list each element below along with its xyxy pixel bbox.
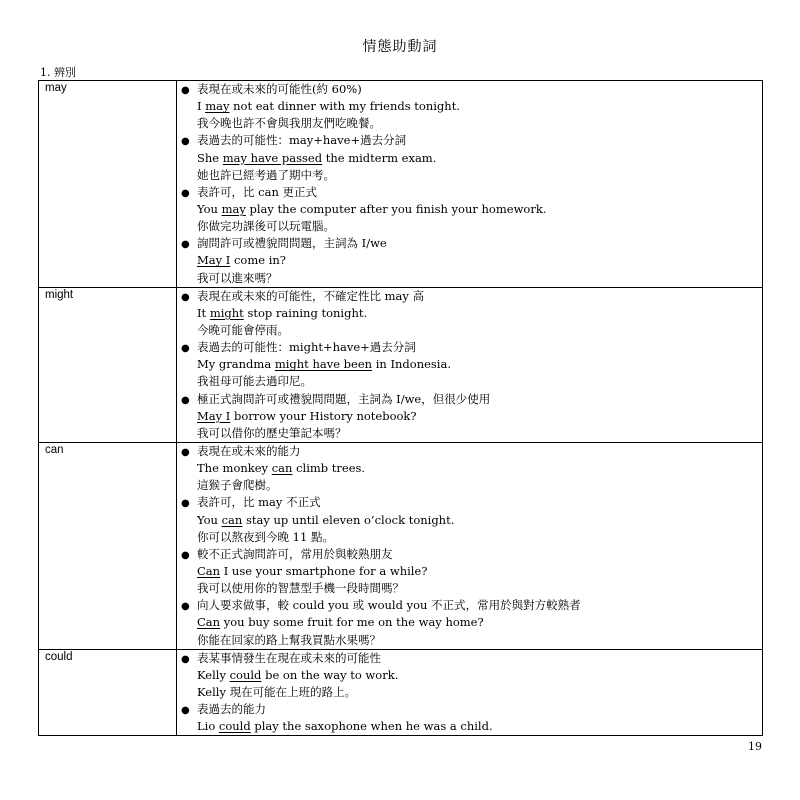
usage-line — [177, 184, 762, 201]
example-text: I use your smartphone for a while? — [220, 563, 428, 578]
bullet-icon: ● — [181, 136, 190, 148]
usage-line — [177, 546, 762, 563]
bullet-icon: ● — [181, 187, 190, 199]
bullet-icon: ● — [181, 394, 190, 406]
modal-verb-cell: might — [39, 287, 177, 442]
usage-cell — [177, 442, 763, 649]
chinese-translation: 我可以借你的歷史筆記本嗎？ — [197, 425, 347, 440]
usage-text: 詢問許可或禮貌問問題，主詞為 I/we — [197, 236, 387, 251]
modal-underline: can — [221, 512, 243, 527]
example-sentence — [177, 563, 762, 580]
modal-underline: may — [205, 99, 230, 114]
bullet-icon: ● — [181, 498, 190, 510]
chinese-translation: 我今晚也許不會與我朋友們吃晚餐。 — [197, 116, 381, 131]
example-text: I — [197, 99, 206, 114]
page-title: 情態助動詞 — [362, 39, 438, 55]
chinese-translation: 你能在回家的路上幫我買點水果嗎？ — [197, 632, 381, 647]
bullet-icon: ● — [181, 549, 190, 561]
example-sentence — [177, 150, 762, 167]
usage-line — [177, 288, 762, 305]
usage-text: 表現在或未來的能力 — [197, 443, 301, 458]
example-text: stay up until eleven o’clock tonight. — [242, 512, 455, 527]
modal-underline: may have passed — [222, 150, 323, 165]
example-text: you buy some fruit for me on the way home? — [220, 615, 484, 630]
usage-text: 表過去的可能性：may+have+過去分詞 — [197, 133, 407, 148]
table-row — [39, 442, 763, 649]
modal-underline: May I — [197, 253, 231, 268]
example-sentence — [177, 408, 762, 425]
usage-text: 表過去的可能性：might+have+過去分詞 — [197, 340, 416, 355]
usage-line — [177, 391, 762, 408]
chinese-translation: 你做完功課後可以玩電腦。 — [197, 219, 335, 234]
modal-underline: Can — [197, 615, 221, 630]
usage-cell — [177, 649, 763, 736]
chinese-translation: 你可以熬夜到今晚 11 點。 — [197, 529, 334, 544]
usage-line — [177, 81, 762, 98]
example-sentence — [177, 460, 762, 477]
example-text: climb trees. — [292, 461, 366, 476]
table-row — [39, 649, 763, 736]
bullet-icon: ● — [181, 601, 190, 613]
modal-underline: may — [221, 201, 246, 216]
usage-line — [177, 597, 762, 614]
usage-line — [177, 235, 762, 252]
example-text: Lio — [197, 719, 219, 734]
example-text: in Indonesia. — [372, 357, 451, 372]
bullet-icon: ● — [181, 705, 190, 717]
example-text: not eat dinner with my friends tonight. — [229, 99, 460, 114]
example-sentence — [177, 614, 762, 631]
modal-verb-cell: may — [39, 81, 177, 288]
modal-verb-cell: could — [39, 649, 177, 736]
usage-line — [177, 132, 762, 149]
usage-line — [177, 494, 762, 511]
example-text: My grandma — [197, 357, 275, 372]
usage-line — [177, 443, 762, 460]
page-number: 19 — [748, 740, 762, 753]
usage-cell — [177, 81, 763, 288]
usage-text: 表許可，比 may 不正式 — [197, 495, 321, 510]
table-row — [39, 81, 763, 288]
bullet-icon: ● — [181, 239, 190, 251]
usage-line — [177, 650, 762, 667]
modal-verbs-table — [38, 80, 763, 736]
example-text: be on the way to work. — [261, 667, 399, 682]
usage-cell — [177, 287, 763, 442]
bullet-icon: ● — [181, 343, 190, 355]
usage-text: 表現在或未來的可能性，不確定性比 may 高 — [197, 288, 425, 303]
chinese-translation: 她也許已經考過了期中考。 — [197, 167, 335, 182]
example-text: borrow your History notebook? — [230, 408, 417, 423]
usage-text: 表某事情發生在現在或未來的可能性 — [197, 650, 381, 665]
example-sentence — [177, 667, 762, 684]
usage-text: 極正式詢問許可或禮貌問問題，主詞為 I/we，但很少使用 — [197, 391, 491, 406]
modal-underline: Can — [197, 563, 221, 578]
chinese-translation: 我可以進來嗎？ — [197, 270, 278, 285]
usage-line — [177, 339, 762, 356]
bullet-icon: ● — [181, 85, 190, 96]
chinese-translation: 今晚可能會停雨。 — [197, 322, 289, 337]
chinese-translation: Kelly 現在可能在上班的路上。 — [197, 684, 357, 699]
example-text: She — [197, 150, 223, 165]
example-text: play the computer after you finish your homework. — [245, 201, 547, 216]
example-sentence — [177, 305, 762, 322]
modal-underline: can — [271, 461, 293, 476]
chinese-translation: 我祖母可能去過印尼。 — [197, 374, 312, 389]
usage-text: 表現在或未來的可能性(約 60%) — [197, 82, 362, 96]
example-sentence — [177, 98, 762, 115]
example-text: stop raining tonight. — [243, 305, 368, 320]
example-text: the midterm exam. — [322, 150, 437, 165]
modal-underline: might — [209, 305, 244, 320]
table-row — [39, 287, 763, 442]
section-heading: 1. 辨別 — [40, 66, 76, 79]
example-sentence — [177, 512, 762, 529]
usage-text: 向人要求做事，較 could you 或 would you 不正式，常用於與對方較熟者 — [197, 598, 581, 613]
bullet-icon: ● — [181, 653, 190, 665]
usage-text: 表許可，比 can 更正式 — [197, 184, 318, 199]
modal-underline: could — [229, 667, 262, 682]
example-sentence — [177, 356, 762, 373]
modal-underline: might have been — [274, 357, 373, 372]
example-text: Kelly — [197, 667, 230, 682]
example-text: The monkey — [197, 461, 272, 476]
bullet-icon: ● — [181, 446, 190, 458]
modal-underline: could — [218, 719, 251, 734]
modal-verb-cell: can — [39, 442, 177, 649]
chinese-translation: 我可以使用你的智慧型手機一段時間嗎？ — [197, 581, 404, 596]
modal-underline: May I — [197, 408, 231, 423]
usage-line — [177, 701, 762, 718]
example-text: come in? — [230, 253, 286, 268]
usage-text: 較不正式詢問許可，常用於與較熟朋友 — [197, 546, 393, 561]
example-sentence — [177, 718, 762, 735]
example-text: You — [197, 201, 222, 216]
chinese-translation: 這猴子會爬樹。 — [197, 478, 278, 493]
usage-text: 表過去的能力 — [197, 702, 266, 717]
bullet-icon: ● — [181, 291, 190, 303]
example-sentence — [177, 201, 762, 218]
example-text: play the saxophone when he was a child. — [250, 719, 493, 734]
example-sentence — [177, 252, 762, 269]
example-text: It — [197, 305, 210, 320]
example-text: You — [197, 512, 222, 527]
